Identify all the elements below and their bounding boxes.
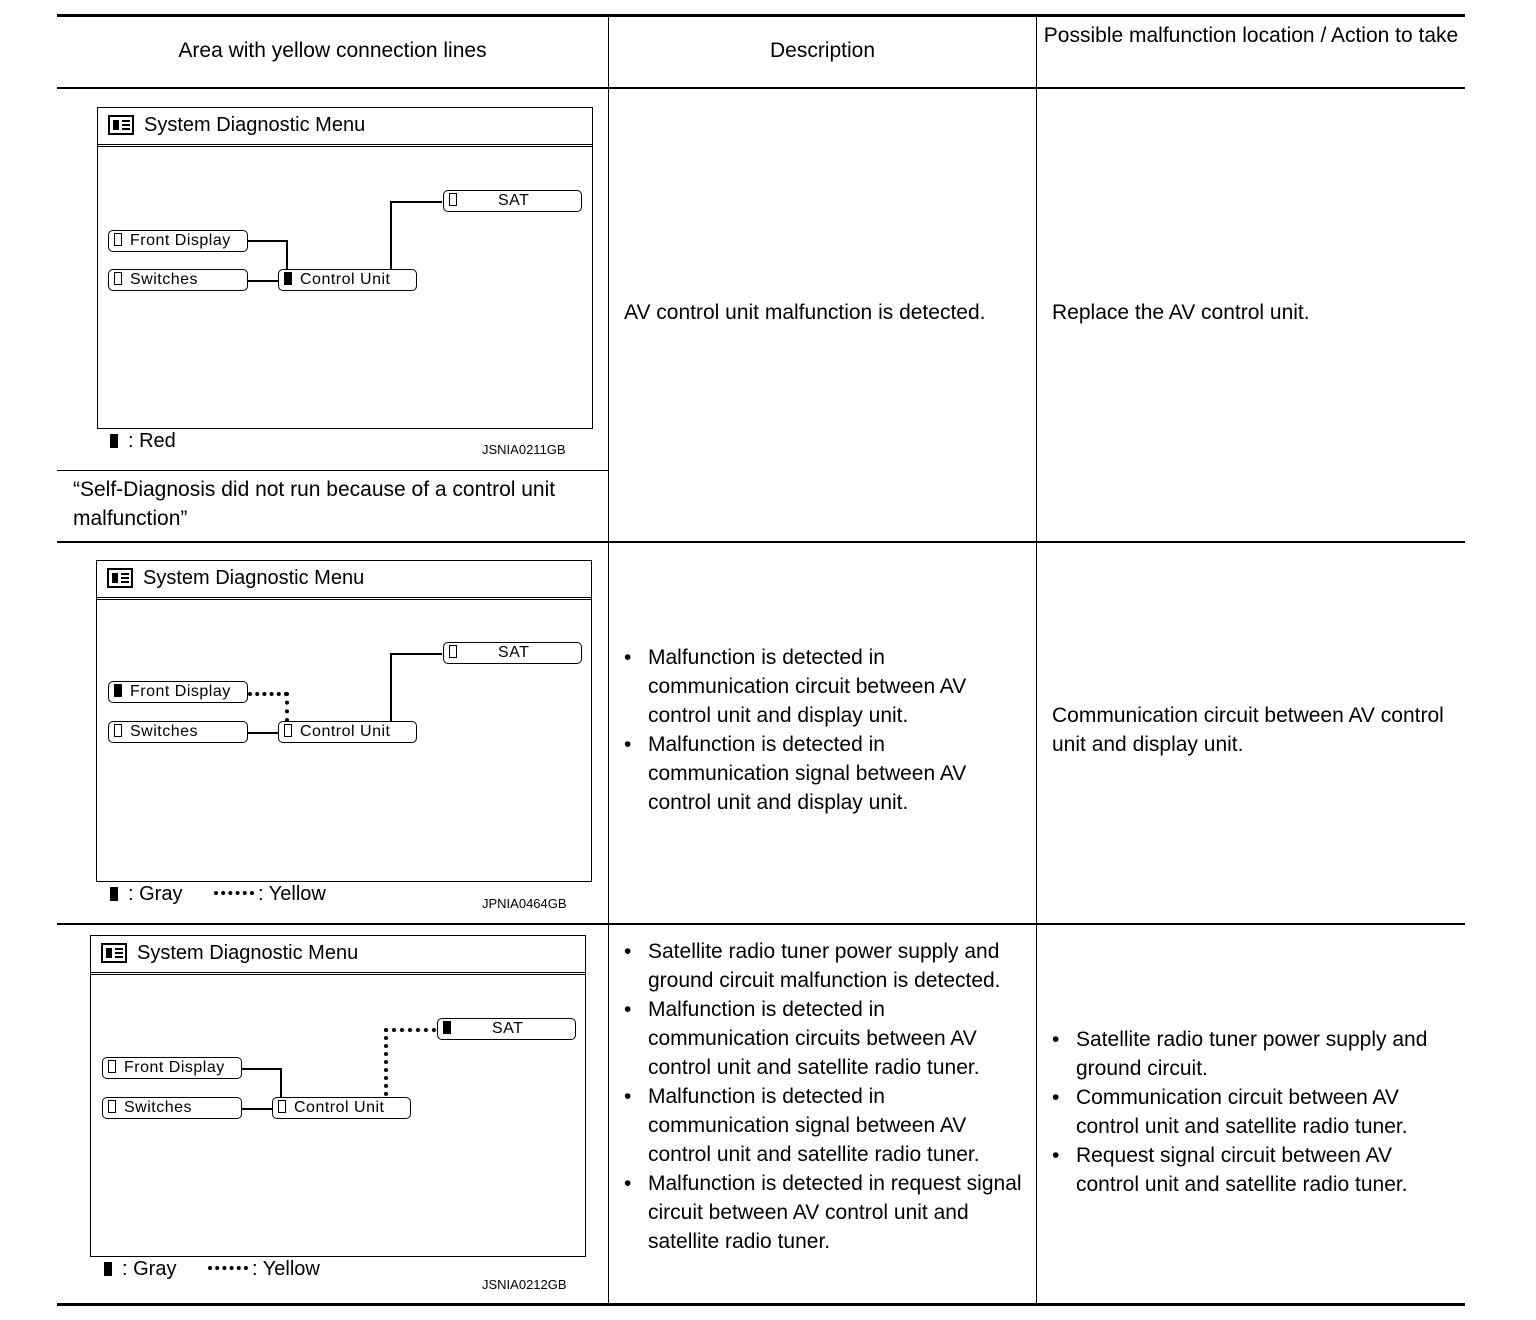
solid-legend-swatch <box>104 1262 112 1276</box>
list-item: • Malfunction is detected in communication signal between AV control unit and satellite radio tuner. <box>624 1082 1030 1169</box>
row1-inner-rule <box>57 470 608 471</box>
node-switches: Switches <box>108 269 248 291</box>
front-display-indicator-gray <box>114 684 122 697</box>
solid-legend-swatch <box>110 434 118 448</box>
table-bottom-rule <box>57 1303 1465 1306</box>
node-switches: Switches <box>108 721 248 743</box>
list-item: • Malfunction is detected in communication circuits between AV control unit and satellite radio tuner. <box>624 995 1030 1082</box>
row2-action: Communication circuit between AV control unit and display unit. <box>1052 704 1444 756</box>
control-unit-indicator-red <box>284 272 292 285</box>
solid-legend-swatch <box>110 887 118 901</box>
node-control-unit: Control Unit <box>278 721 417 743</box>
row3-action <box>1052 1025 1460 1199</box>
node-front-display: Front Display <box>108 681 248 703</box>
list-item: • Request signal circuit between AV control unit and satellite radio tuner. <box>1052 1141 1460 1199</box>
node-sat: SAT <box>437 1018 576 1040</box>
node-front-display: Front Display <box>108 230 248 252</box>
node-control-unit: Control Unit <box>278 269 417 291</box>
column-divider-1 <box>608 16 609 1305</box>
list-item: • Satellite radio tuner power supply and ground circuit. <box>1052 1025 1460 1083</box>
header-description: Description <box>769 39 876 62</box>
image-code-3: JSNIA0212GB <box>482 1277 567 1292</box>
row1-action: Replace the AV control unit. <box>1052 301 1310 324</box>
menu-icon <box>101 943 127 963</box>
legend-3: : Gray : Yellow <box>104 1258 320 1281</box>
screen-title-bar <box>98 108 592 145</box>
screen-title-bar <box>91 936 585 973</box>
node-switches: Switches <box>102 1097 242 1119</box>
dotted-legend-swatch <box>214 891 254 895</box>
screen-title: System Diagnostic Menu <box>143 567 365 589</box>
diagnostic-screen-2 <box>96 560 592 882</box>
row2-bottom-rule <box>57 923 1465 925</box>
menu-icon <box>108 115 134 135</box>
column-divider-2 <box>1036 16 1037 1305</box>
menu-icon <box>107 568 133 588</box>
table-top-rule <box>57 14 1465 17</box>
list-item: • Satellite radio tuner power supply and ground circuit malfunction is detected. <box>624 937 1030 995</box>
node-sat: SAT <box>443 190 582 212</box>
image-code-2: JPNIA0464GB <box>482 896 567 911</box>
header-action: Possible malfunction location / Action to take <box>1043 24 1459 47</box>
legend-2: : Gray : Yellow <box>110 883 326 906</box>
sat-indicator-gray <box>443 1021 451 1034</box>
list-item: • Malfunction is detected in communication signal between AV control unit and display unit. <box>624 730 1030 817</box>
node-sat: SAT <box>443 642 582 664</box>
screen-title: System Diagnostic Menu <box>137 942 359 964</box>
image-code-1: JSNIA0211GB <box>482 442 566 457</box>
list-item: • Malfunction is detected in communication circuit between AV control unit and display unit. <box>624 643 1030 730</box>
screen-title: System Diagnostic Menu <box>144 114 366 136</box>
row3-description <box>624 937 1030 1256</box>
row1-description: AV control unit malfunction is detected. <box>624 301 986 324</box>
row2-description <box>624 643 1030 817</box>
screen-title-bar <box>97 561 591 598</box>
dotted-legend-swatch <box>208 1266 248 1270</box>
row1-caption: “Self-Diagnosis did not run because of a control unit malfunction” <box>73 478 556 530</box>
node-control-unit: Control Unit <box>272 1097 411 1119</box>
header-bottom-rule <box>57 87 1465 89</box>
list-item: • Communication circuit between AV control unit and satellite radio tuner. <box>1052 1083 1460 1141</box>
node-front-display: Front Display <box>102 1057 242 1079</box>
diagnostic-screen-1 <box>97 107 593 429</box>
row1-bottom-rule <box>57 541 1465 543</box>
header-area: Area with yellow connection lines <box>178 39 487 62</box>
diagnostic-screen-3 <box>90 935 586 1257</box>
legend-1: : Red <box>110 430 176 453</box>
list-item: • Malfunction is detected in request signal circuit between AV control unit and satellite radio tuner. <box>624 1169 1030 1256</box>
